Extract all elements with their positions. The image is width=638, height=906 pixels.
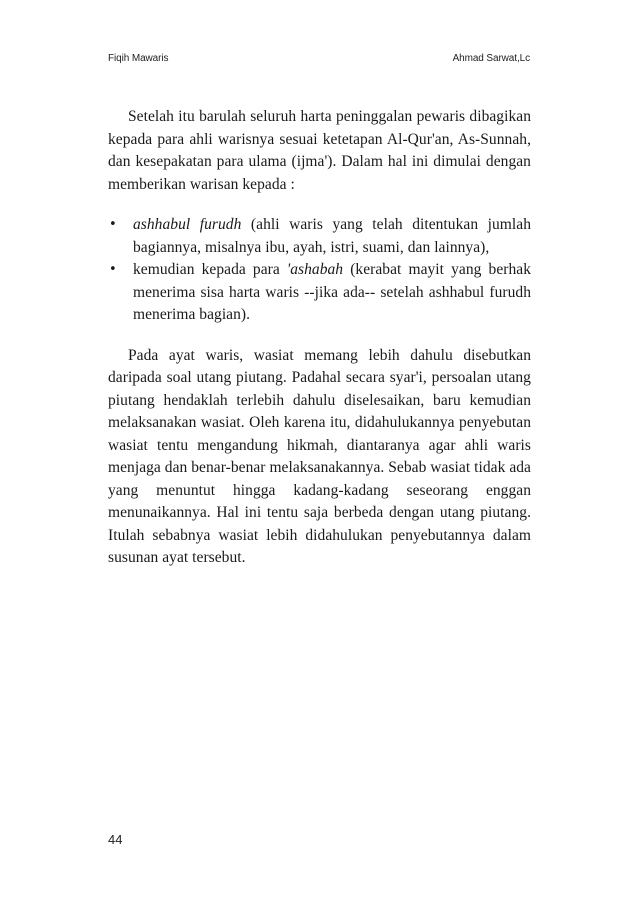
term-ashabah: 'ashabah [286,261,344,278]
list-item [108,214,531,259]
header-book-title: Fiqih Mawaris [108,53,169,64]
list-item [108,259,531,327]
bullet-icon: • [109,217,117,232]
term-ashhabul-furudh: ashhabul furudh [133,216,242,233]
header-author: Ahmad Sarwat,Lc [452,53,530,64]
page-number: 44 [108,832,123,847]
bullet-list [108,214,531,327]
bullet-icon: • [109,262,117,277]
list-item-text: (ahli waris yang telah ditentukan jumlah bagiannya, misalnya ibu, ayah, istri, suami, dan lainnya), [133,216,531,256]
list-item-text: (kerabat mayit yang berhak menerima sisa harta waris --jika ada-- setelah ashhabul furudh menerima bagian). [133,261,531,323]
running-header [108,53,530,64]
paragraph-intro: Setelah itu barulah seluruh harta peninggalan pewaris dibagikan kepada para ahli warisnya sesuai ketetapan Al-Qur'an, As-Sunnah, dan kesepakatan para ulama (ijma'). Dalam hal ini dimulai dengan memberikan warisan kepada : [108,108,531,193]
paragraph-wasiat: Pada ayat waris, wasiat memang lebih dahulu disebutkan daripada soal utang piutang. Padahal secara syar'i, persoalan utang piutang hendaklah terlebih dahulu diselesaikan, baru kemudian melaksanakan wasiat. Oleh karena itu, didahulukannya penyebutan wasiat tentu mengandung hikmah, diantaranya agar ahli waris menjaga dan benar-benar melaksanakannya. Sebab wasiat tidak ada yang menuntut hingga kadang-kadang seseorang enggan menunaikannya. Hal ini tentu saja berbeda dengan utang piutang. Itulah sebabnya wasiat lebih didahulukan penyebutannya dalam susunan ayat tersebut. [108,346,531,566]
list-item-prefix: kemudian kepada para [133,261,287,278]
page-body [108,106,531,570]
